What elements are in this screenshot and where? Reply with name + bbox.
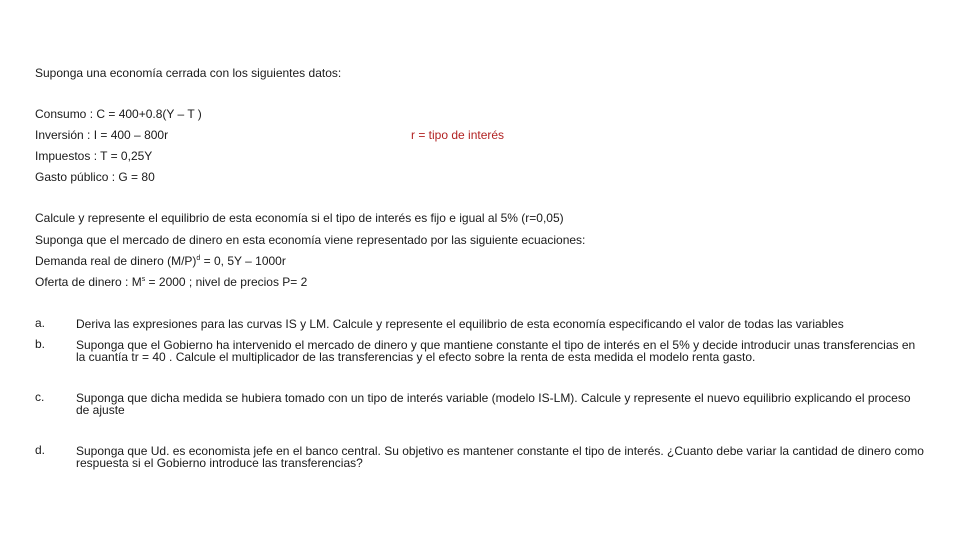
question-b-letter: b.: [35, 337, 46, 351]
question-d-letter: d.: [35, 443, 46, 457]
question-d-text: Suponga que Ud. es economista jefe en el banco central. Su objetivo es mantener constante el tipo de interés. ¿Cuanto debe variar la cantidad de dinero como respuesta si el Gobierno introduce las transferencias?: [76, 444, 924, 470]
interest-rate-note: r = tipo de interés: [411, 128, 505, 142]
consumo-equation: Consumo : C = 400+0.8(Y – T ): [35, 107, 202, 121]
question-a-text: Deriva las expresiones para las curvas IS y LM. Calcule y represente el equilibrio de esta economía especificando el valor de todas las variables: [76, 317, 844, 331]
impuestos-equation: Impuestos : T = 0,25Y: [35, 149, 153, 163]
question-c-text: Suponga que dicha medida se hubiera tomado con un tipo de interés variable (modelo IS-LM). Calcule y represente el nuevo equilibrio explicando el proceso de ajuste: [76, 391, 911, 417]
money-demand-prefix: Demanda real de dinero (M/P): [35, 254, 197, 268]
inversion-equation: Inversión : I = 400 – 800r: [35, 128, 169, 142]
money-demand-equation: [35, 255, 286, 268]
money-demand-superscript: d: [196, 255, 201, 262]
question-a-letter: a.: [35, 316, 46, 330]
money-supply-suffix: = 2000 ; nivel de precios P= 2: [145, 275, 308, 289]
calc-line-2: Suponga que el mercado de dinero en esta economía viene representado por las siguiente ecuaciones:: [35, 233, 586, 247]
intro-text: Suponga una economía cerrada con los siguientes datos:: [35, 66, 342, 80]
question-c-letter: c.: [35, 390, 45, 404]
money-supply-prefix: Oferta de dinero : M: [35, 275, 142, 289]
money-supply-superscript: s: [141, 276, 146, 283]
gasto-equation: Gasto público : G = 80: [35, 170, 155, 184]
calc-line-1: Calcule y represente el equilibrio de esta economía si el tipo de interés es fijo e igual al 5% (r=0,05): [35, 211, 564, 225]
money-demand-suffix: = 0, 5Y – 1000r: [200, 254, 286, 268]
question-b-text: Suponga que el Gobierno ha intervenido el mercado de dinero y que mantiene constante el tipo de interés en el 5% y decide introducir unas transferencias en la cuantía tr = 40 . Calcule el multiplicador de las transferencias y el efecto sobre la renta de esta medida el modelo renta gasto.: [76, 338, 916, 364]
money-supply-equation: [35, 276, 307, 289]
